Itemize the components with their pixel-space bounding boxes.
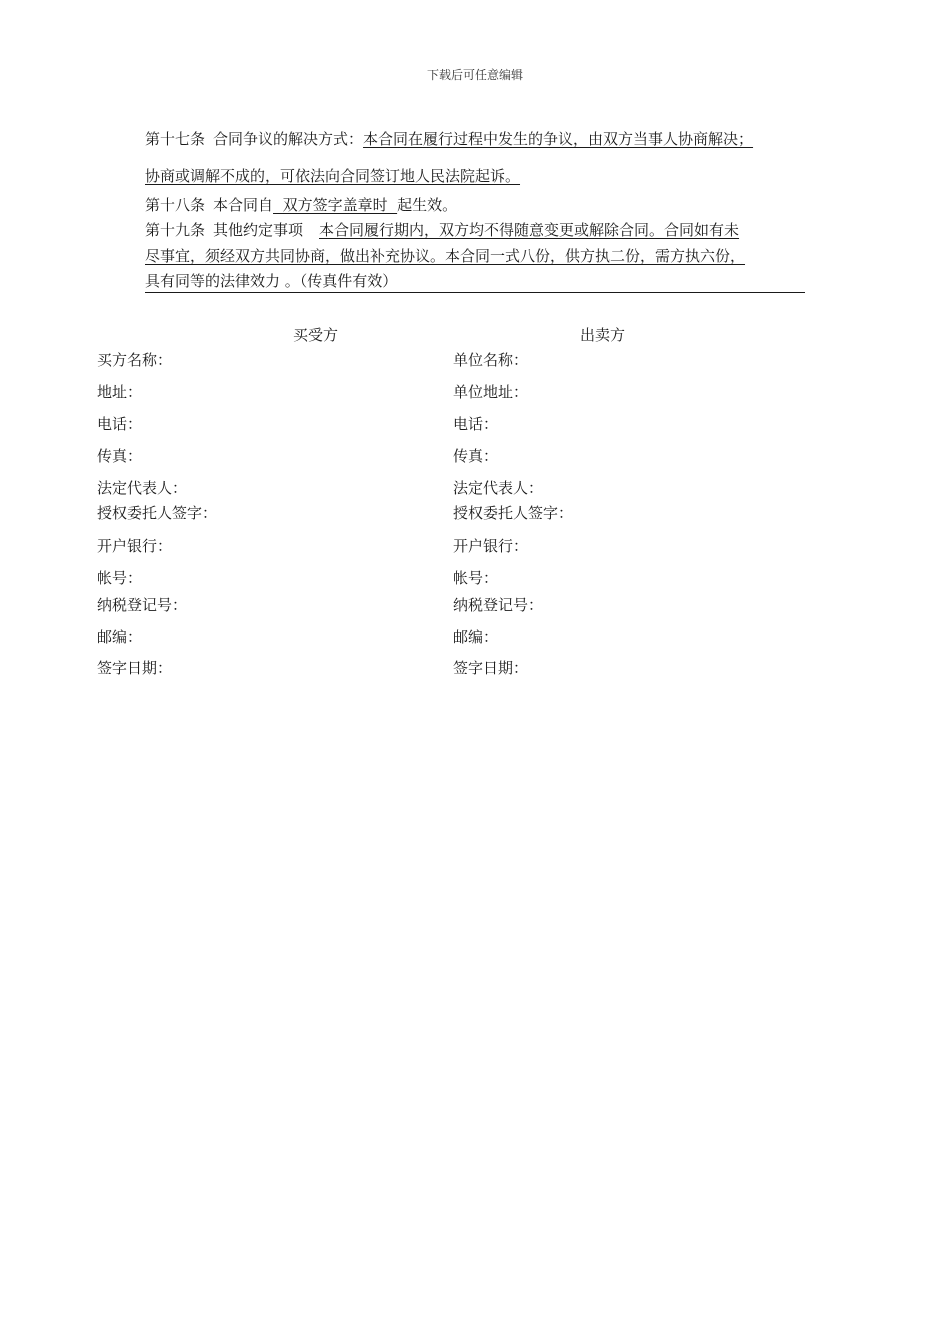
buyer-field-postcode: 邮编： [97,628,143,646]
buyer-field-address: 地址： [97,383,143,401]
clause-18 [145,194,457,215]
clause-19-line3 [145,270,805,293]
page-header: 下载后可任意编辑 [426,68,523,82]
clause-18-after: 起生效。 [397,196,458,214]
clause-17-title: 合同争议的解决方式： [213,130,364,148]
buyer-field-phone: 电话： [97,415,143,433]
clause-19-line2 [145,245,745,266]
clause-17-text-2: 协商或调解不成的，可依法向合同签订地人民法院起诉。 [145,167,521,185]
clause-19-text-1: 本合同履行期内，双方均不得随意变更或解除合同。合同如有未 [319,221,740,239]
seller-field-sign-date: 签字日期： [453,659,529,677]
clause-17-article: 第十七条 [145,130,206,148]
buyer-field-fax: 传真： [97,447,143,465]
seller-field-legal-rep: 法定代表人： [453,479,544,497]
clause-19-text-2: 尽事宜，须经双方共同协商，做出补充协议。本合同一式八份，供方执二份，需方执六份， [145,247,746,265]
clause-18-article: 第十八条 [145,196,206,214]
seller-field-fax: 传真： [453,447,499,465]
clause-19-article: 第十九条 [145,221,206,239]
seller-field-bank: 开户银行： [453,537,529,555]
clause-19-title: 其他约定事项 [213,221,304,239]
seller-field-account: 帐号： [453,569,499,587]
buyer-field-tax-id: 纳税登记号： [97,596,188,614]
clause-17-text-1: 本合同在履行过程中发生的争议，由双方当事人协商解决； [363,130,754,148]
buyer-heading: 买受方 [293,326,339,344]
clause-17-line2 [145,165,520,186]
buyer-field-legal-rep: 法定代表人： [97,479,188,497]
seller-field-tax-id: 纳税登记号： [453,596,544,614]
buyer-field-bank: 开户银行： [97,537,173,555]
seller-field-authorized-signature: 授权委托人签字： [453,504,574,522]
buyer-field-authorized-signature: 授权委托人签字： [97,504,218,522]
clause-18-before: 本合同自 [213,196,274,214]
seller-field-address: 单位地址： [453,383,529,401]
clause-17-line1 [145,128,753,149]
clause-19-text-3: 具有同等的法律效力 。（传真件有效） [145,270,805,293]
seller-field-phone: 电话： [453,415,499,433]
clause-18-underlined: 双方签字盖章时 [273,196,398,214]
seller-field-name: 单位名称： [453,351,529,369]
seller-field-postcode: 邮编： [453,628,499,646]
buyer-field-sign-date: 签字日期： [97,659,173,677]
clause-19-line1 [145,219,739,240]
buyer-field-account: 帐号： [97,569,143,587]
seller-heading: 出卖方 [580,326,626,344]
buyer-field-name: 买方名称： [97,351,173,369]
